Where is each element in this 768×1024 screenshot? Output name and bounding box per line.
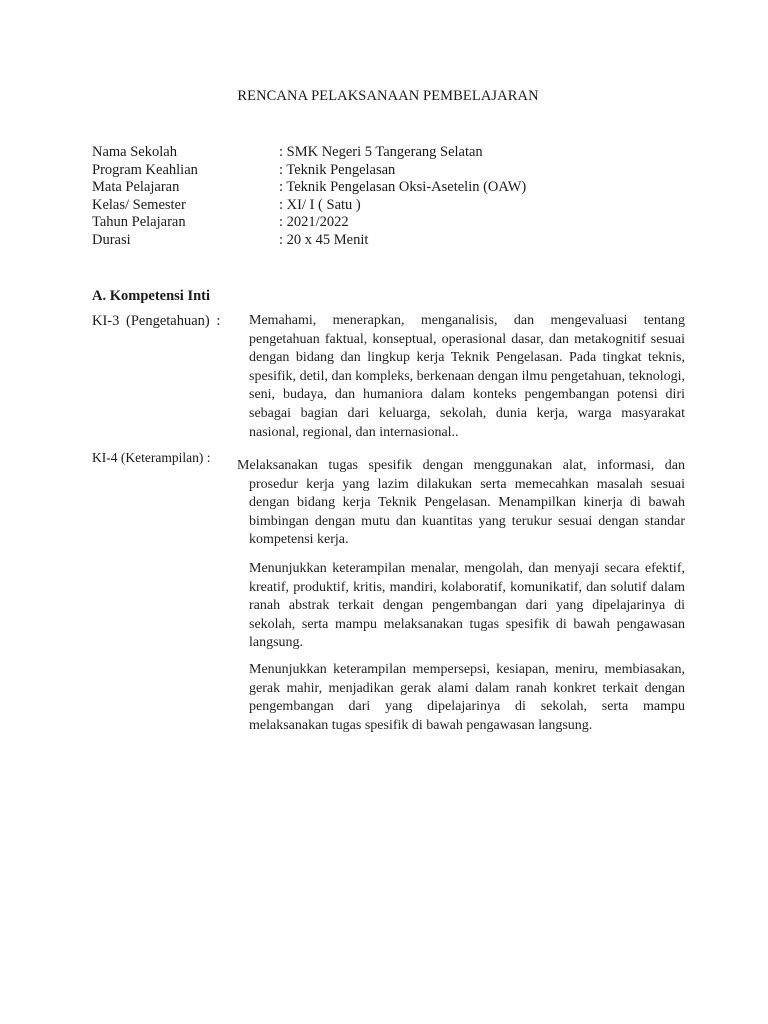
document-title: RENCANA PELAKSANAAN PEMBELAJARAN <box>237 88 539 104</box>
identity-row-duration <box>92 232 679 250</box>
ki3-label: KI-3 (Pengetahuan) : <box>92 313 221 329</box>
ki3-text: Memahami, menerapkan, menganalisis, dan mengevaluasi tentang pengetahuan faktual, konseptual, operasional dasar, dan metakognitif sesuai dengan bidang dan lingkup kerja Teknik Pengelasan. Pada tingkat teknis, spesifik, detil, dan kompleks, berkenaan dengan ilmu pengetahuan, teknologi, seni, budaya, dan humaniora dalam konteks pengembangan potensi diri sebagai bagian dari keluarga, sekolah, dunia kerja, warga masyarakat nasional, regional, dan internasional.. <box>249 313 685 440</box>
ki4-paragraph-3: Menunjukkan keterampilan mempersepsi, kesiapan, meniru, membiasakan, gerak mahir, menjadikan gerak alami dalam ranah konkret terkait dengan pengembangan dari yang dipelajarinya di sekolah, serta mampu melaksanakan tugas spesifik di bawah pengawasan langsung. <box>249 662 685 733</box>
ki4-label: KI-4 (Keterampilan) : <box>92 450 211 465</box>
identity-row-subject <box>92 179 679 197</box>
identity-label: Program Keahlian <box>92 161 198 178</box>
identity-value: : SMK Negeri 5 Tangerang Selatan <box>279 144 483 160</box>
identity-label: Mata Pelajaran <box>92 179 180 195</box>
section-heading-kompetensi-inti: A. Kompetensi Inti <box>92 288 211 304</box>
identity-label: Kelas/ Semester <box>92 196 186 213</box>
identity-value: : 2021/2022 <box>279 214 349 230</box>
identity-row-year <box>92 214 679 232</box>
ki4-paragraph-2: Menunjukkan keterampilan menalar, mengolah, dan menyaji secara efektif, kreatif, produktif, kritis, mandiri, kolaboratif, komunikatif, dan solutif dalam ranah abstrak terkait dengan pengembangan dari yang dipelajarinya di sekolah, serta mampu melaksanakan tugas spesifik di bawah pengawasan langsung. <box>249 561 685 651</box>
identity-label: Nama Sekolah <box>92 144 177 160</box>
identity-row-class <box>92 197 679 215</box>
identity-value: : Teknik Pengelasan <box>279 161 396 178</box>
identity-row-program <box>92 162 679 180</box>
identity-table <box>92 144 679 249</box>
ki4-paragraph-1: Melaksanakan tugas spesifik dengan menggunakan alat, informasi, dan prosedur kerja yang lazim dilakukan serta memecahkan masalah sesuai dengan bidang kerja Teknik Pengelasan. Menampilkan kinerja di bawah bimbingan dengan mutu dan kuantitas yang terukur sesuai dengan standar kompetensi kerja. <box>237 458 685 548</box>
identity-label: Durasi <box>92 231 131 248</box>
identity-value: : Teknik Pengelasan Oksi-Asetelin (OAW) <box>279 179 527 195</box>
identity-value: : XI/ I ( Satu ) <box>279 196 361 213</box>
identity-row-school <box>92 144 679 162</box>
identity-label: Tahun Pelajaran <box>92 214 186 230</box>
identity-value: : 20 x 45 Menit <box>279 231 369 248</box>
